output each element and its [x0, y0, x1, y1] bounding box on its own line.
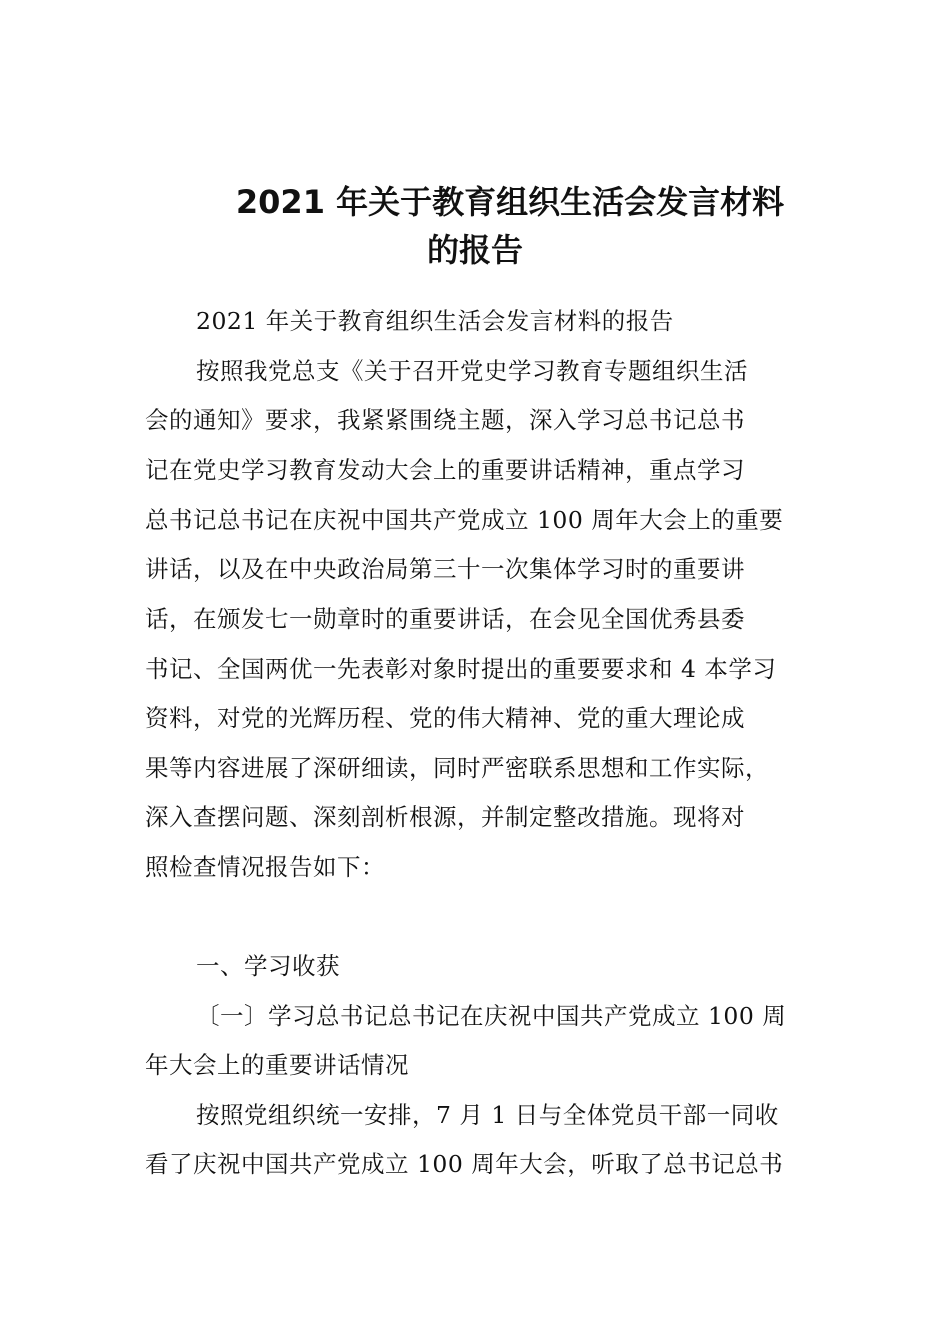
subsection-heading-line-1: 〔一〕学习总书记总书记在庆祝中国共产党成立 100 周: [196, 1002, 787, 1030]
body-line: 看了庆祝中国共产党成立 100 周年大会，听取了总书记总书: [145, 1150, 784, 1178]
intro-line: 深入查摆问题、深刻剖析根源，并制定整改措施。现将对: [145, 803, 745, 831]
body-line: 按照党组织统一安排，7 月 1 日与全体党员干部一同收: [196, 1101, 779, 1129]
subsection-heading-line-2: 年大会上的重要讲话情况: [145, 1051, 409, 1079]
intro-line: 资料，对党的光辉历程、党的伟大精神、党的重大理论成: [145, 704, 745, 732]
intro-line: 讲话，以及在中央政治局第三十一次集体学习时的重要讲: [145, 555, 745, 583]
section-heading: 一、学习收获: [196, 952, 340, 980]
intro-line: 总书记总书记在庆祝中国共产党成立 100 周年大会上的重要: [145, 506, 784, 534]
intro-line: 记在党史学习教育发动大会上的重要讲话精神，重点学习: [145, 456, 745, 484]
intro-line: 书记、全国两优一先表彰对象时提出的重要要求和 4 本学习: [145, 655, 777, 683]
intro-line: 会的通知》要求，我紧紧围绕主题，深入学习总书记总书: [145, 406, 745, 434]
document-title-line-1: 2021 年关于教育组织生活会发言材料: [235, 183, 785, 221]
intro-line: 果等内容进展了深研细读，同时严密联系思想和工作实际，: [145, 754, 769, 782]
intro-line: 按照我党总支《关于召开党史学习教育专题组织生活: [196, 357, 748, 385]
intro-line: 照检查情况报告如下：: [145, 853, 385, 881]
intro-line: 话，在颁发七一勋章时的重要讲话，在会见全国优秀县委: [145, 605, 745, 633]
document-title-line-2: 的报告: [426, 231, 523, 269]
document-subtitle: 2021 年关于教育组织生活会发言材料的报告: [196, 307, 674, 335]
